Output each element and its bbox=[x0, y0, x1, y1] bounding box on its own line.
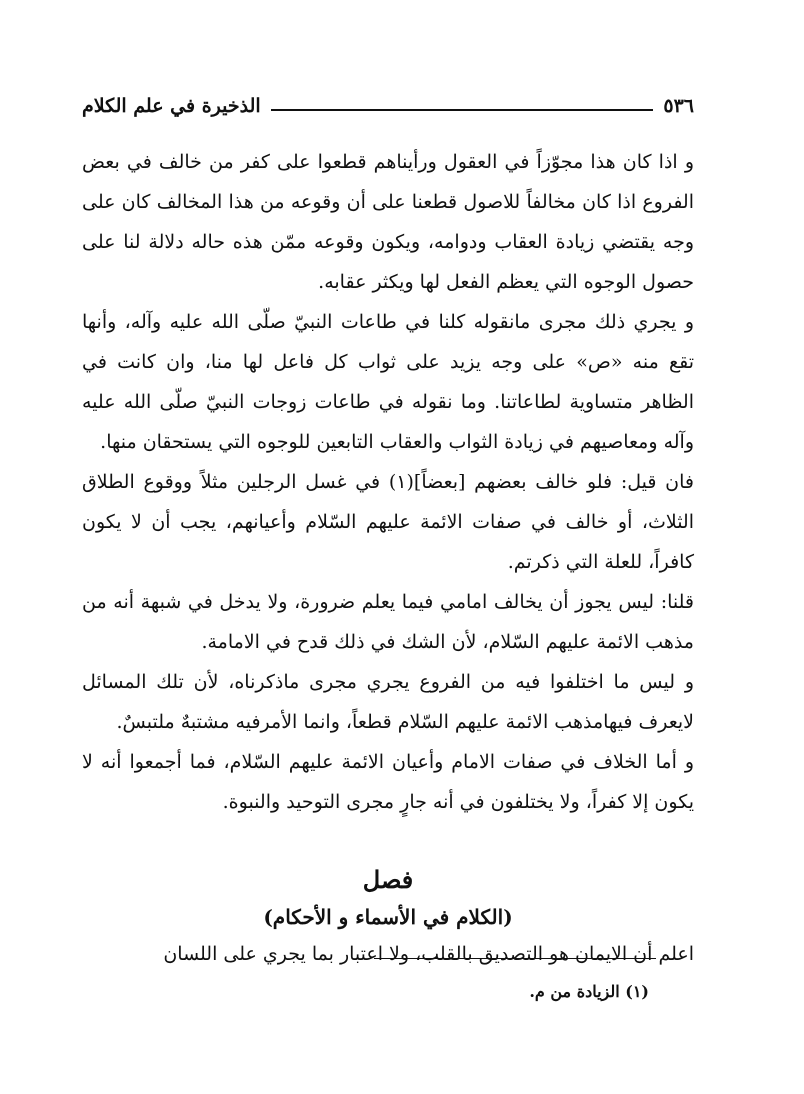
running-title: الذخيرة في علم الكلام bbox=[82, 95, 261, 117]
section-title: فصل bbox=[362, 865, 414, 894]
page-number: ٥٣٦ bbox=[663, 95, 694, 117]
header-rule bbox=[271, 109, 654, 111]
footnote-divider bbox=[374, 958, 656, 959]
section-first-line: اعلم أن الايمان هو التصديق بالقلب، ولا اعتبار بما يجري على اللسان bbox=[163, 943, 694, 965]
paragraph: و يجري ذلك مجرى مانقوله كلنا في طاعات النبيّ صلّى الله عليه وآله، وأنها تقع منه «ص» على وجه يزيد على ثواب كل فاعل لها منا، وان كانت في الظاهر متساوية لطاعاتنا. وما نقوله في طاعات زوجات النبيّ صلّى الله عليه وآله ومعاصيهم في زيادة الثواب والعقاب التابعين للوجوه التي يستحقان منها. bbox=[82, 311, 694, 453]
paragraph: و ليس ما اختلفوا فيه من الفروع يجري مجرى ماذكرناه، لأن تلك المسائل لايعرف فيهامذهب الائمة عليهم السّلام قطعاً، وانما الأمرفيه مشتبهٌ ملتبسٌ. bbox=[82, 671, 694, 733]
body-text bbox=[82, 142, 694, 974]
footnote: (١) الزيادة من م. bbox=[529, 982, 649, 1001]
paragraph: و أما الخلاف في صفات الامام وأعيان الائمة عليهم السّلام، فما أجمعوا أنه لا يكون إلا كفراً، ولا يختلفون في أنه جارٍ مجرى التوحيد والنبوة. bbox=[82, 751, 694, 813]
paragraph: فان قيل: فلو خالف بعضهم [بعضاً](١) في غسل الرجلين مثلاً ووقوع الطلاق الثلاث، أو خالف في صفات الائمة عليهم السّلام وأعيانهم، يجب أن لا يكون كافراً، للعلة التي ذكرتم. bbox=[82, 471, 694, 573]
paragraph: قلنا: ليس يجوز أن يخالف امامي فيما يعلم ضرورة، ولا يدخل في شبهة أنه من مذهب الائمة عليهم السّلام، لأن الشك في ذلك قدح في الامامة. bbox=[82, 591, 694, 653]
section-subtitle: (الكلام في الأسماء و الأحكام) bbox=[263, 905, 513, 929]
page-header bbox=[82, 88, 694, 124]
paragraph: و اذا كان هذا مجوّزاً في العقول ورأيناهم قطعوا على كفر من خالف في بعض الفروع اذا كان مخالفاً للاصول قطعنا على أن وقوعه من هذا المخالف كان على وجه يقتضي زيادة العقاب ودوامه، ويكون وقوعه ممّن هذه حاله دلالة لنا على حصول الوجوه التي يعظم الفعل لها ويكثر عقابه. bbox=[82, 151, 694, 293]
